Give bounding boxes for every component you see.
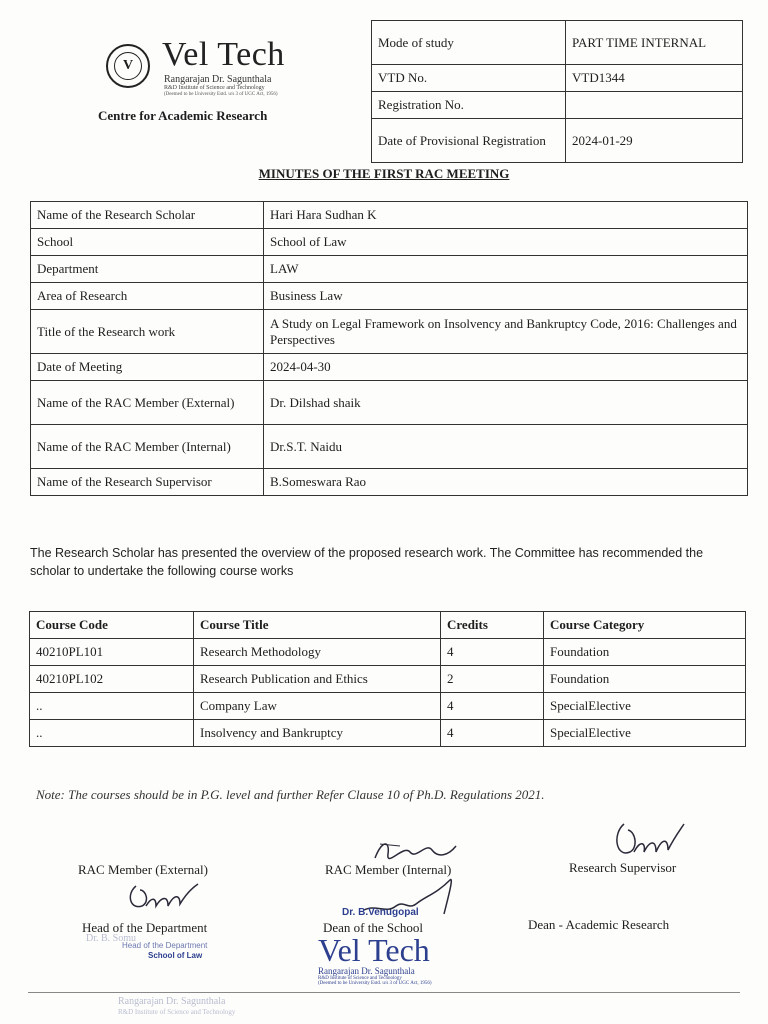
info-value: [566, 92, 743, 119]
vel-tech-stamp-sub3: (Deemed to be University Estd. u/s 3 of UGC Act, 1956): [318, 981, 432, 986]
course-credits: 4: [441, 693, 544, 720]
details-row: [31, 425, 748, 469]
course-code: 40210PL101: [30, 639, 194, 666]
course-category: Foundation: [544, 666, 746, 693]
details-key: Name of the Research Supervisor: [31, 469, 264, 496]
rac-internal-label: RAC Member (Internal): [325, 862, 452, 877]
details-key: Name of the RAC Member (External): [31, 381, 264, 425]
details-key: Title of the Research work: [31, 310, 264, 354]
course-row: [30, 720, 746, 747]
centre-heading: Centre for Academic Research: [98, 108, 268, 123]
footer-divider: [28, 992, 740, 993]
logo-subtitle: Rangarajan Dr. Sagunthala: [164, 74, 272, 85]
details-row: [31, 381, 748, 425]
course-header-title: Course Title: [194, 612, 441, 639]
course-category: SpecialElective: [544, 693, 746, 720]
faded-stamp-line2: R&D Institute of Science and Technology: [118, 1008, 236, 1016]
course-code: ..: [30, 693, 194, 720]
info-value: PART TIME INTERNAL: [566, 21, 743, 65]
logo-title: Vel Tech: [162, 36, 285, 73]
details-row: [31, 469, 748, 496]
research-supervisor-signature: [610, 818, 690, 862]
info-row: [372, 119, 743, 163]
logo-subtitle-3: (Deemed to be University Estd. u/s 3 of UGC Act, 1956): [164, 92, 278, 97]
registration-info-table: [371, 20, 743, 163]
details-value: Business Law: [264, 283, 748, 310]
vel-tech-stamp-sub2: R&D Institute of Science and Technology: [318, 976, 402, 981]
details-value: A Study on Legal Framework on Insolvency and Bankruptcy Code, 2016: Challenges and Perspectives: [264, 310, 748, 354]
info-key: VTD No.: [372, 65, 566, 92]
dean-of-school-label: Dean of the School: [323, 920, 424, 935]
info-row: [372, 21, 743, 65]
details-value: Dr. Dilshad shaik: [264, 381, 748, 425]
minutes-title: MINUTES OF THE FIRST RAC MEETING: [258, 166, 510, 181]
logo-subtitle-2: R&D Institute of Science and Technology: [164, 85, 265, 91]
committee-paragraph: The Research Scholar has presented the overview of the proposed research work. The Committee has recommended the scholar to undertake the following course works: [30, 546, 704, 578]
vel-tech-stamp-sub1: Rangarajan Dr. Sagunthala: [318, 966, 415, 976]
dean-name-stamp: Dr. B.Venugopal: [342, 907, 419, 918]
dean-academic-research-label: Dean - Academic Research: [528, 917, 670, 932]
details-row: [31, 202, 748, 229]
info-row: [372, 65, 743, 92]
info-row: [372, 92, 743, 119]
details-value: B.Someswara Rao: [264, 469, 748, 496]
details-row: [31, 283, 748, 310]
course-credits: 2: [441, 666, 544, 693]
course-table: [29, 611, 746, 747]
details-value: School of Law: [264, 229, 748, 256]
course-row: [30, 639, 746, 666]
details-row: [31, 354, 748, 381]
faded-stamp-line1: Rangarajan Dr. Sagunthala: [118, 996, 226, 1007]
hod-name-stamp: Dr. B. Somu: [86, 933, 137, 944]
info-key: Registration No.: [372, 92, 566, 119]
course-title: Company Law: [194, 693, 441, 720]
info-value: VTD1344: [566, 65, 743, 92]
vel-tech-logo: [106, 36, 306, 100]
details-row: [31, 229, 748, 256]
info-key: Mode of study: [372, 21, 566, 65]
hod-signature: [126, 880, 206, 916]
details-value: Dr.S.T. Naidu: [264, 425, 748, 469]
hod-title-stamp: Head of the Department: [122, 941, 208, 950]
course-header-category: Course Category: [544, 612, 746, 639]
course-code: ..: [30, 720, 194, 747]
course-credits: 4: [441, 720, 544, 747]
vel-tech-stamp-title: Vel Tech: [318, 932, 430, 968]
info-key: Date of Provisional Registration: [372, 119, 566, 163]
course-code: 40210PL102: [30, 666, 194, 693]
details-key: Department: [31, 256, 264, 283]
course-credits: 4: [441, 639, 544, 666]
rac-external-label: RAC Member (External): [78, 862, 208, 877]
course-title: Research Publication and Ethics: [194, 666, 441, 693]
course-category: Foundation: [544, 639, 746, 666]
course-header-code: Course Code: [30, 612, 194, 639]
course-row: [30, 693, 746, 720]
vel-tech-stamp: [318, 934, 458, 986]
course-row: [30, 666, 746, 693]
details-row: [31, 310, 748, 354]
details-key: Name of the Research Scholar: [31, 202, 264, 229]
details-key: Area of Research: [31, 283, 264, 310]
course-header-row: [30, 612, 746, 639]
course-title: Insolvency and Bankruptcy: [194, 720, 441, 747]
details-key: School: [31, 229, 264, 256]
details-key: Name of the RAC Member (Internal): [31, 425, 264, 469]
scholar-details-table: [30, 201, 748, 496]
research-supervisor-label: Research Supervisor: [569, 860, 677, 875]
info-value: 2024-01-29: [566, 119, 743, 163]
details-value: 2024-04-30: [264, 354, 748, 381]
hod-school-stamp: School of Law: [148, 951, 203, 960]
course-title: Research Methodology: [194, 639, 441, 666]
details-key: Date of Meeting: [31, 354, 264, 381]
details-row: [31, 256, 748, 283]
regulation-note: Note: The courses should be in P.G. level and further Refer Clause 10 of Ph.D. Regulations 2021.: [36, 787, 545, 802]
course-category: SpecialElective: [544, 720, 746, 747]
course-header-credits: Credits: [441, 612, 544, 639]
details-value: LAW: [264, 256, 748, 283]
vel-tech-seal-icon: V: [106, 44, 150, 88]
details-value: Hari Hara Sudhan K: [264, 202, 748, 229]
head-of-department-label: Head of the Department: [82, 920, 208, 935]
